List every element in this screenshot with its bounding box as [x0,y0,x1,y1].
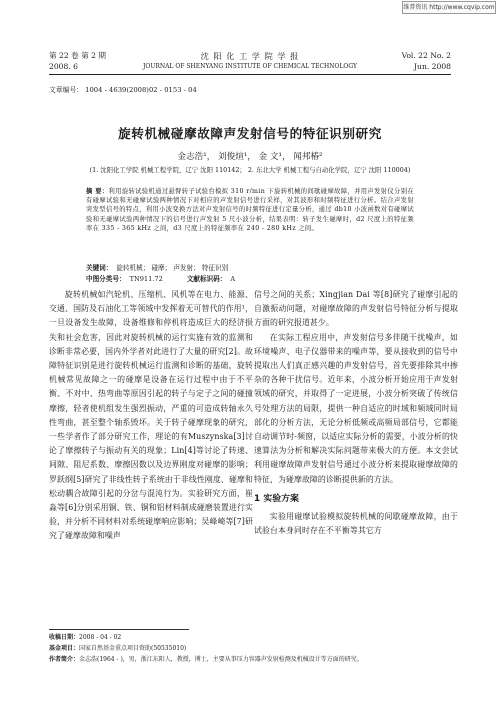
keywords [86,263,228,273]
clc-number: TN911.72 [129,275,163,283]
affiliation: (1. 沈阳化工学院 机械工程学院，辽宁 沈阳 110142； 2. 东北大学 机械工程与自动化学院，辽宁 沈阳 110004) [89,166,411,174]
received-date [49,633,121,642]
article-id: 文章编号： 1004 - 4639(2008)02 - 0153 - 04 [49,86,197,94]
intro-paragraph-continued: 信号之间的关系；Xingjian Dai 等[8]研究了碰摩引起的自激振动问题，对碰摩故障的声发射信号特征分析与提取方面的研究报道甚少。 [254,290,458,328]
fund-value: 国家自然基金重点项目资助(50535010) [79,645,187,652]
body-right-column [254,288,458,538]
wavelet-paragraph: 在实际工程应用中，声发射信号多伴随干扰噪声，如环境噪声、电子仪器带来的噪声等，要从接收到的信号中提取出人们真正感兴趣的声发射信号，首先要排除其中掺杂的各种干扰信号。近年来，小波分析开始应用于声发射领域的研究，并取得了一定进展，小波分析突破了传统信号处理方法的局限，提供一种自适应的时域和频域同时局部化的分析方法，无论分析低频或高频局部信号，它都能自动调节时-频窗，以适应实际分析的需要，小波分析的快速算法为分析和解决实际问题带来极大的方便。本文尝试利用碰摩故障声发射信号通过小波分析来提取碰摩故障的特征，为碰摩故障的诊断提供新的方法。 [254,332,458,484]
date-en: 2008. 6 [49,62,78,71]
body-left-column [49,288,253,544]
fund-info [49,644,186,653]
header-rule [49,74,451,75]
section-1-heading: 1 实验方案 [254,493,299,504]
source-stamp: 维普资讯 http://www.cqvip.com [402,1,496,14]
author-bio-value: 金志浩(1964 - )，男，浙江东阳人，教授，博士，主要从事压力容器声发射检测及机械设计等方面的研究。 [79,656,363,663]
abstract [86,187,414,233]
journal-name-cn: 沈 阳 化 工 学 院 学 报 [200,51,300,61]
author-bio [49,655,363,664]
classification [86,274,235,284]
doc-code: A [230,275,236,283]
doc-code-label: 文献标识码： [186,275,227,283]
clc-label: 中图分类号： [86,275,126,283]
paper-title: 旋转机械碰摩故障声发射信号的特征识别研究 [118,126,382,141]
author-bio-label: 作者简介： [49,656,80,663]
abstract-text: 利用旋转试验机通过悬臂转子试验台模拟 310 r/min 下旋转机械的间歇碰摩故障，并用声发射仪分别在有碰摩试验和无碰摩试验两种情况下对相应的声发射信号进行采样，对其波形和时频特征进行分析。结合声发射突发型信号的特点，利用小波变换方法对声发射信号的时频特征进行定量分析，通过 db10 小波函数对有碰摩试验和无碰摩试验两种情况下的信号进行声发射 5 尺小波分析，结果表明：转子发生碰摩时，d2 尺度上的特征频率在 335 - 365 kHz 之间，d3 尺度上的特征频率在 240 - 280 kHz 之间。 [86,188,415,232]
journal-name-en: JOURNAL OF SHENYANG INSTITUTE OF CHEMICAL TECHNOLOGY [142,63,357,70]
received-value: 2008 - 04 - 02 [79,634,122,641]
intro-paragraph: 旋转机械如汽轮机、压缩机、风机等在电力、能源、交通、国防及石油化工等领域中发挥着无可替代的作用¹，一旦设备发生故障，设备维修和停机将造成巨大的经济损失和社会危害，因此对旋转机械的运行实施有效的监测和诊断非常必要，国内外学者对此进行了大量的研究[2]。故障特征识别是进行旋转机械运行监测和诊断的基础，旋转机械常见故障之一的碰摩是设备在运行过程中由于不平衡、不对中、热弯曲等原因引起的转子与定子之间的碰撞摩擦，轻者使机组发生强烈振动，严重的可造成转轴永久性弯曲，甚至整个轴系毁坏。关于转子碰摩现象的研究，一些学者作了部分研究工作，理论的有Muszynska[3]讨论了摩擦转子与振动有关的现象；Lin[4]等讨论了转速、间隙、阻尼系数、摩擦因数以及边界刚度对碰摩的影响；罗跃纲[5]研究了非线性转子系统由于非线性刚度、碰摩和松动耦合故障引起的分岔与混沌行为。实验研究方面，崔淼等[6]分别采用铜、铁、铜和铝材料制成碰磨装置进行实验，并分析不同材料对系统碰摩响应影响；吴峰崎等[7]研究了碰摩故障和噪声 [49,290,253,541]
authors: 金志浩¹， 刘俊煊¹， 金 文¹， 闻邦椿² [177,152,323,162]
volume-issue-cn: 第 22 卷 第 2 期 [49,51,106,60]
received-label: 收稿日期： [49,634,80,641]
section-1-paragraph: 实验用碰摩试验模拟旋转机械的间歇碰摩故障，由于试验台本身同时存在不平衡等其它方 [254,512,458,536]
abstract-label: 摘 要： [86,188,109,195]
volume-issue-en: Vol. 22 No. 2 [401,51,451,60]
fund-label: 基金项目： [49,645,80,652]
keywords-text: 旋转机械； 碰摩； 声发射； 特征识别 [116,264,229,272]
footnote-rule [49,629,189,630]
keywords-label: 关键词： [86,264,113,272]
month-en: Jun. 2008 [414,62,451,71]
